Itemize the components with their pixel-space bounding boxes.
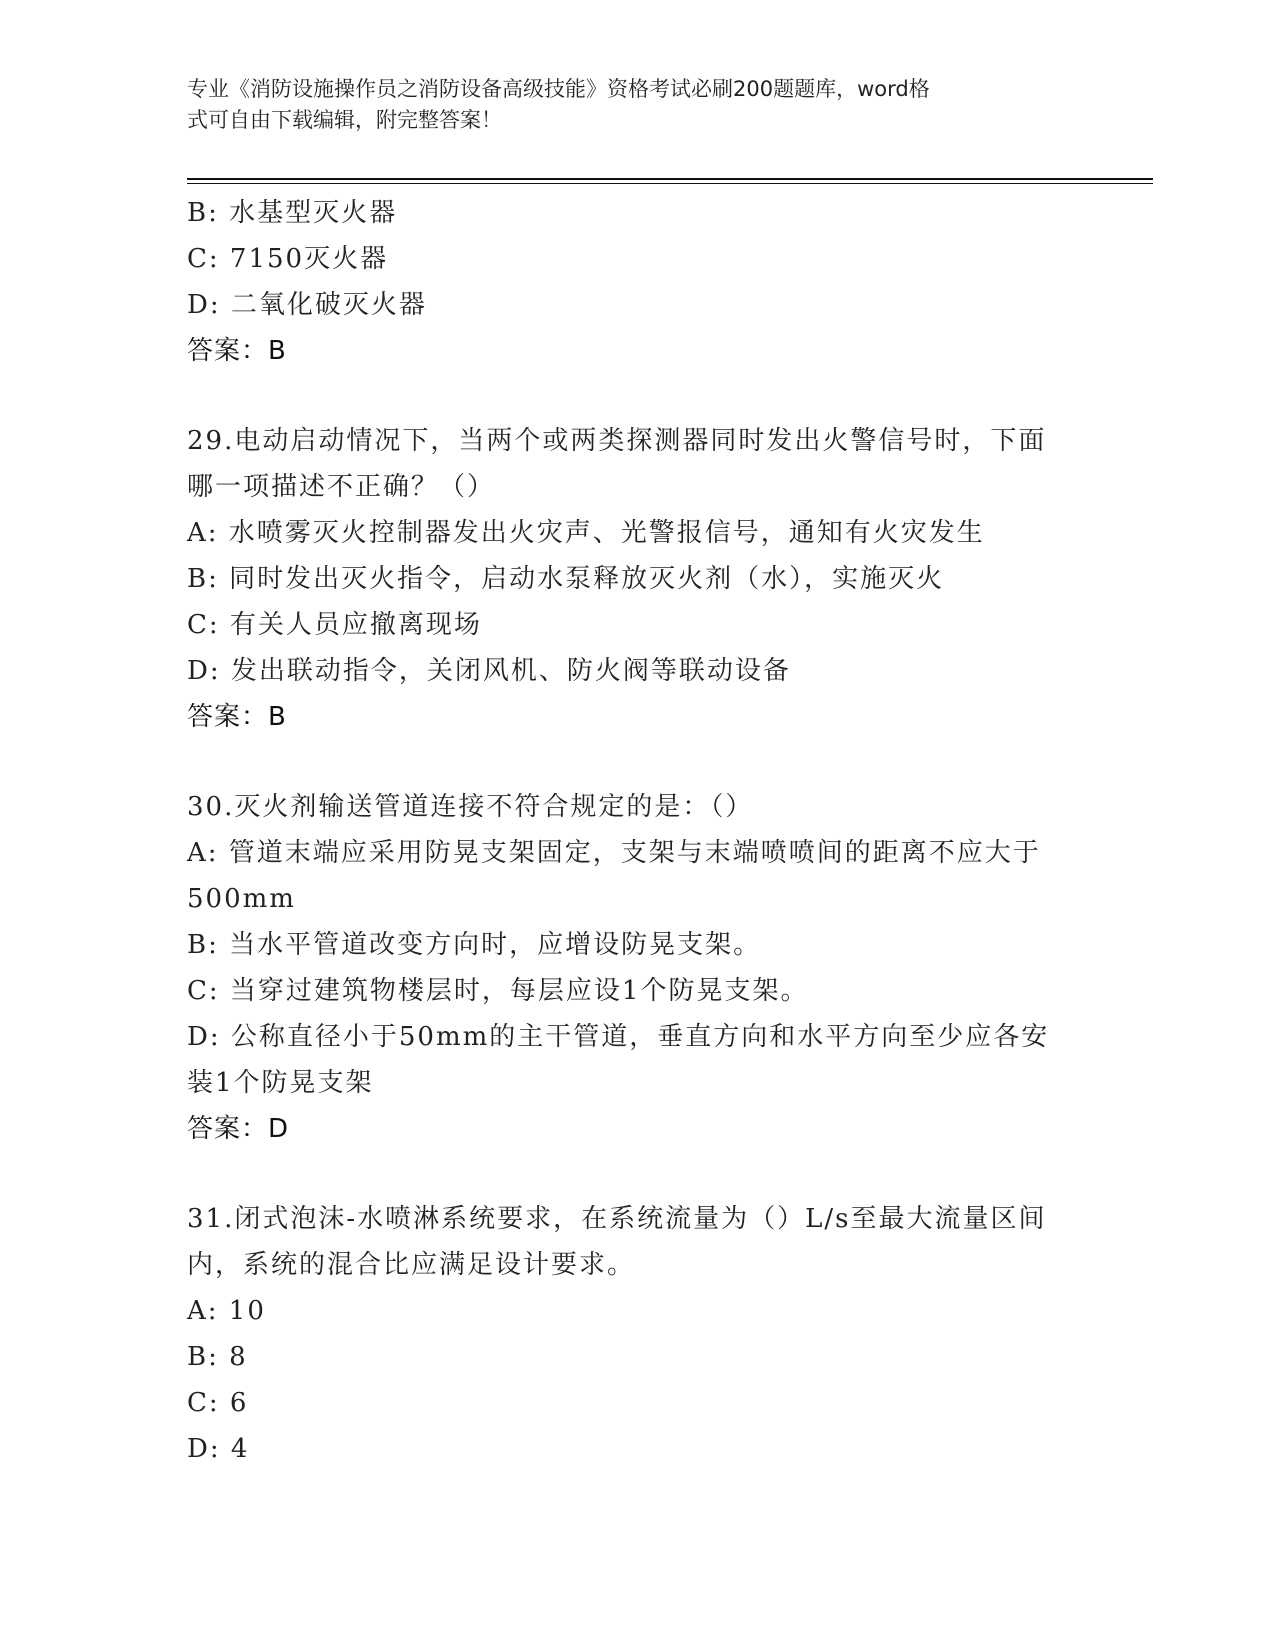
option-b: B: 同时发出灭火指令，启动水泵释放灭火剂（水），实施灭火 bbox=[187, 564, 945, 594]
header-line-1: 专业《消防设施操作员之消防设备高级技能》资格考试必刷200题题库，word格 bbox=[187, 77, 930, 101]
option-d: D: 发出联动指令，关闭风机、防火阀等联动设备 bbox=[187, 656, 791, 686]
header-line-2: 式可自由下载编辑，附完整答案！ bbox=[187, 108, 502, 132]
question-block-31 bbox=[187, 1196, 1087, 1472]
option-c: C: 有关人员应撤离现场 bbox=[187, 610, 482, 640]
option-b: B: 当水平管道改变方向时，应增设防晃支架。 bbox=[187, 930, 762, 960]
answer-line: 答案：B bbox=[187, 336, 287, 366]
option-a: A: 管道末端应采用防晃支架固定，支架与末端喷喷间的距离不应大于 bbox=[187, 838, 1041, 868]
answer-line: 答案：D bbox=[187, 1114, 290, 1144]
question-stem: 31.闭式泡沫-水喷淋系统要求，在系统流量为（）L/s至最大流量区间 bbox=[187, 1204, 1047, 1234]
answer-line: 答案：B bbox=[187, 702, 287, 732]
question-stem-continued: 内，系统的混合比应满足设计要求。 bbox=[187, 1250, 636, 1280]
question-block-30 bbox=[187, 784, 1087, 1152]
option-d: D: 4 bbox=[187, 1434, 250, 1464]
question-spacer bbox=[187, 1152, 1087, 1196]
option-d: D: 公称直径小于50mm的主干管道，垂直方向和水平方向至少应各安 bbox=[187, 1022, 1050, 1052]
header-rule-thick bbox=[187, 178, 1153, 180]
question-spacer bbox=[187, 374, 1087, 418]
option-c: C: 7150灭火器 bbox=[187, 244, 389, 274]
option-b: B: 水基型灭火器 bbox=[187, 198, 398, 228]
question-spacer bbox=[187, 740, 1087, 784]
question-stem: 29.电动启动情况下，当两个或两类探测器同时发出火警信号时，下面 bbox=[187, 426, 1047, 456]
option-a-continued: 500mm bbox=[187, 884, 296, 914]
option-c: C: 6 bbox=[187, 1388, 249, 1418]
option-d-continued: 装1个防晃支架 bbox=[187, 1068, 374, 1098]
document-header bbox=[187, 74, 1067, 136]
question-block-29 bbox=[187, 418, 1087, 740]
question-block-prev bbox=[187, 190, 1087, 374]
option-a: A: 10 bbox=[187, 1296, 266, 1326]
question-stem-continued: 哪一项描述不正确？（） bbox=[187, 472, 496, 502]
option-b: B: 8 bbox=[187, 1342, 248, 1372]
question-list bbox=[187, 190, 1087, 1472]
header-rule-thin bbox=[187, 183, 1153, 184]
question-stem: 30.灭火剂输送管道连接不符合规定的是：（） bbox=[187, 792, 754, 822]
option-c: C: 当穿过建筑物楼层时，每层应设1个防晃支架。 bbox=[187, 976, 809, 1006]
option-d: D: 二氧化破灭火器 bbox=[187, 290, 427, 320]
option-a: A: 水喷雾灭火控制器发出火灾声、光警报信号，通知有火灾发生 bbox=[187, 518, 985, 548]
